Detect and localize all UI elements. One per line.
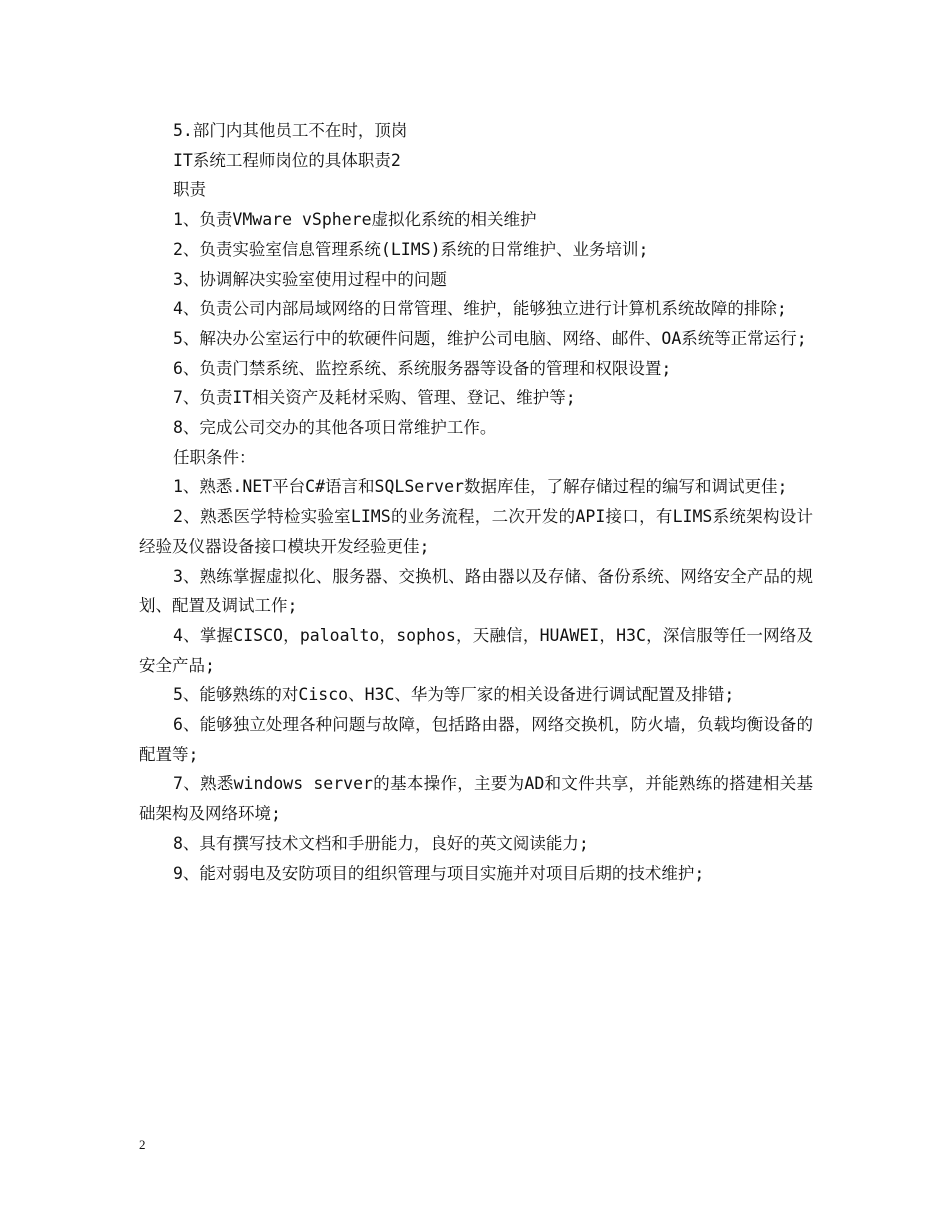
paragraph-4: 1、负责VMware vSphere虚拟化系统的相关维护: [173, 210, 537, 230]
paragraph-7: 4、负责公司内部局域网络的日常管理、维护，能够独立进行计算机系统故障的排除;: [173, 299, 787, 319]
paragraph-21: 9、能对弱电及安防项目的组织管理与项目实施并对项目后期的技术维护;: [173, 863, 705, 883]
paragraph-10: 7、负责IT相关资产及耗材采购、管理、登记、维护等;: [173, 388, 576, 408]
paragraph-11: 8、完成公司交办的其他各项日常维护工作。: [173, 418, 497, 438]
paragraph-5: 2、负责实验室信息管理系统(LIMS)系统的日常维护、业务培训;: [173, 239, 649, 259]
paragraph-2: IT系统工程师岗位的具体职责2: [173, 150, 401, 170]
paragraph-17: 5、能够熟练的对Cisco、H3C、华为等厂家的相关设备进行调试配置及排错;: [173, 685, 735, 705]
page-number: 2: [139, 1137, 146, 1152]
paragraph-12: 任职条件：: [173, 447, 256, 467]
paragraph-15: 3、熟练掌握虚拟化、服务器、交换机、路由器以及存储、备份系统、网络安全产品的规划、配置及调试工作;: [139, 566, 813, 616]
paragraph-18: 6、能够独立处理各种问题与故障，包括路由器，网络交换机，防火墙，负载均衡设备的配置等;: [139, 715, 813, 764]
paragraph-3: 职责: [173, 180, 206, 200]
paragraph-6: 3、协调解决实验室使用过程中的问题: [173, 269, 447, 289]
document-body: [139, 116, 813, 888]
paragraph-1: 5.部门内其他员工不在时，顶岗: [173, 121, 408, 140]
paragraph-16: 4、掌握CISCO，paloalto，sophos，天融信，HUAWEI，H3C，深信服等任一网络及安全产品;: [139, 625, 813, 675]
paragraph-14: 2、熟悉医学特检实验室LIMS的业务流程，二次开发的API接口，有LIMS系统架构设计经验及仪器设备接口模块开发经验更佳;: [139, 507, 813, 556]
paragraph-19: 7、熟悉windows server的基本操作，主要为AD和文件共享，并能熟练的搭建相关基础架构及网络环境;: [139, 774, 813, 824]
paragraph-13: 1、熟悉.NET平台C#语言和SQLServer数据库佳，了解存储过程的编写和调试更佳;: [173, 477, 788, 497]
paragraph-8: 5、解决办公室运行中的软硬件问题，维护公司电脑、网络、邮件、OA系统等正常运行;: [173, 328, 807, 348]
paragraph-9: 6、负责门禁系统、监控系统、系统服务器等设备的管理和权限设置;: [173, 358, 672, 378]
paragraph-20: 8、具有撰写技术文档和手册能力，良好的英文阅读能力;: [173, 833, 589, 853]
